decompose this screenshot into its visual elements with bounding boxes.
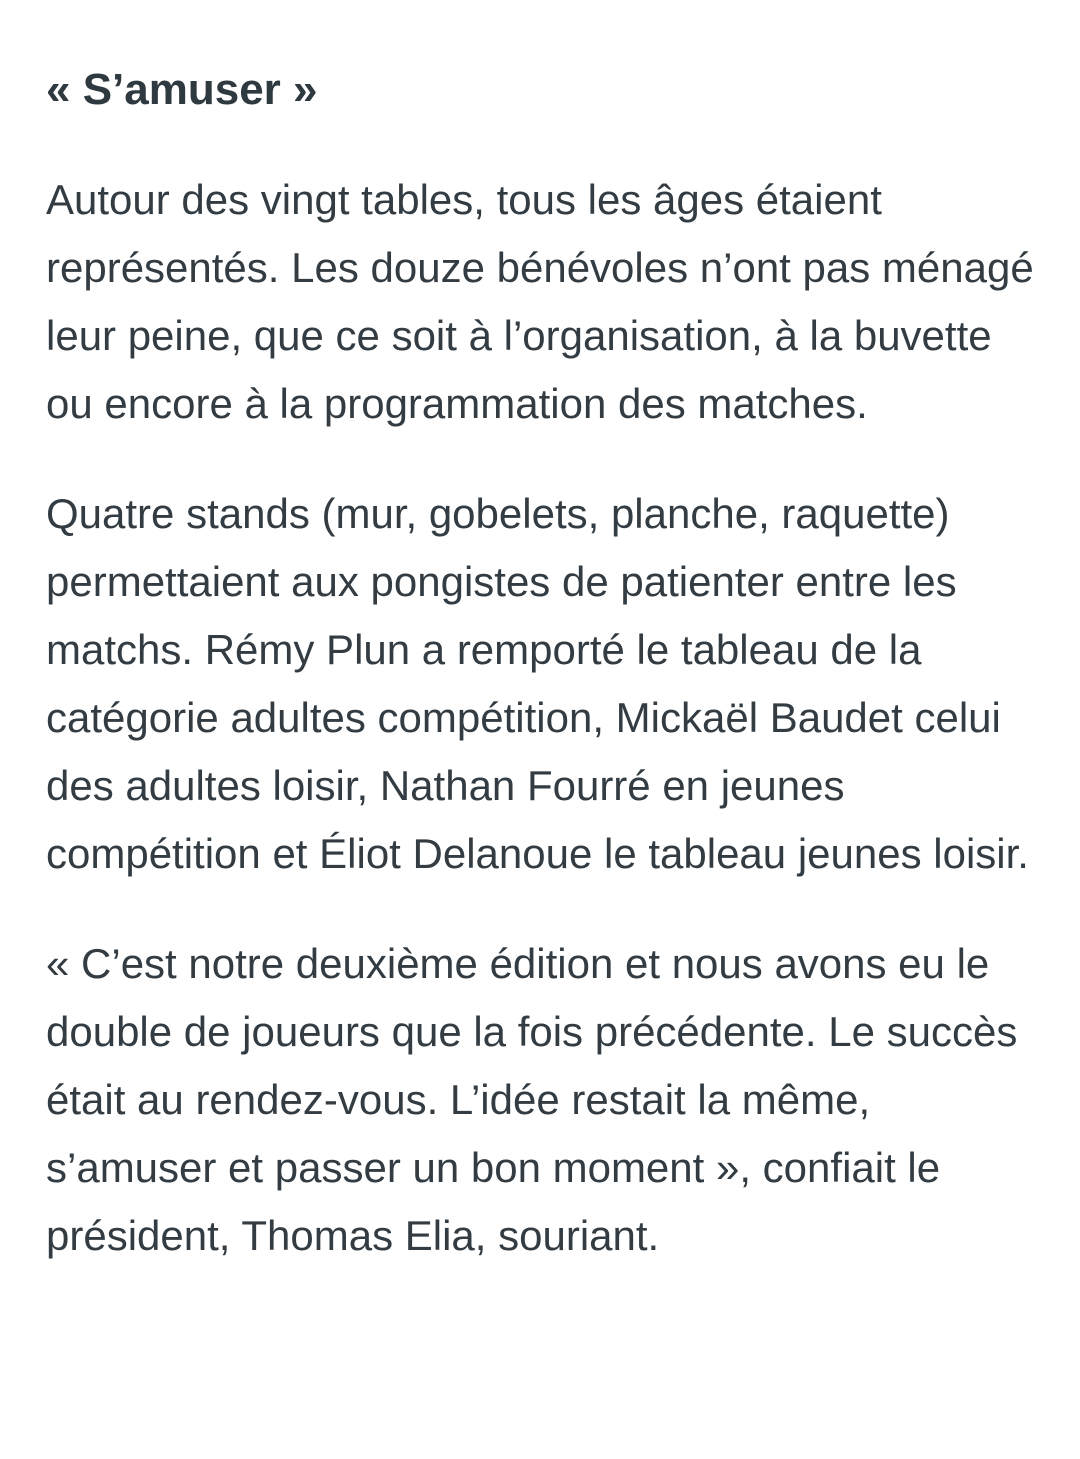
article-subheading: « S’amuser »	[46, 65, 318, 114]
article-paragraph-quote: « C’est notre deuxième édition et nous avons eu le double de joueurs que la fois précédente. Le succès était au rendez-vous. L’idée restait la même, s’amuser et passer un bon moment », confiait le président, Thomas Elia, souriant.	[46, 940, 1018, 1259]
article-paragraph-volunteers: Autour des vingt tables, tous les âges étaient représentés. Les douze bénévoles n’ont pas ménagé leur peine, que ce soit à l’organisation, à la buvette ou encore à la programmation des matches.	[46, 176, 1034, 427]
article-paragraph-results: Quatre stands (mur, gobelets, planche, raquette) permettaient aux pongistes de patienter entre les matchs. Rémy Plun a remporté le tableau de la catégorie adultes compétition, Mickaël Baudet celui des adultes loisir, Nathan Fourré en jeunes compétition et Éliot Delanoue le tableau jeunes loisir.	[46, 490, 1029, 877]
article-body	[46, 60, 1046, 1270]
